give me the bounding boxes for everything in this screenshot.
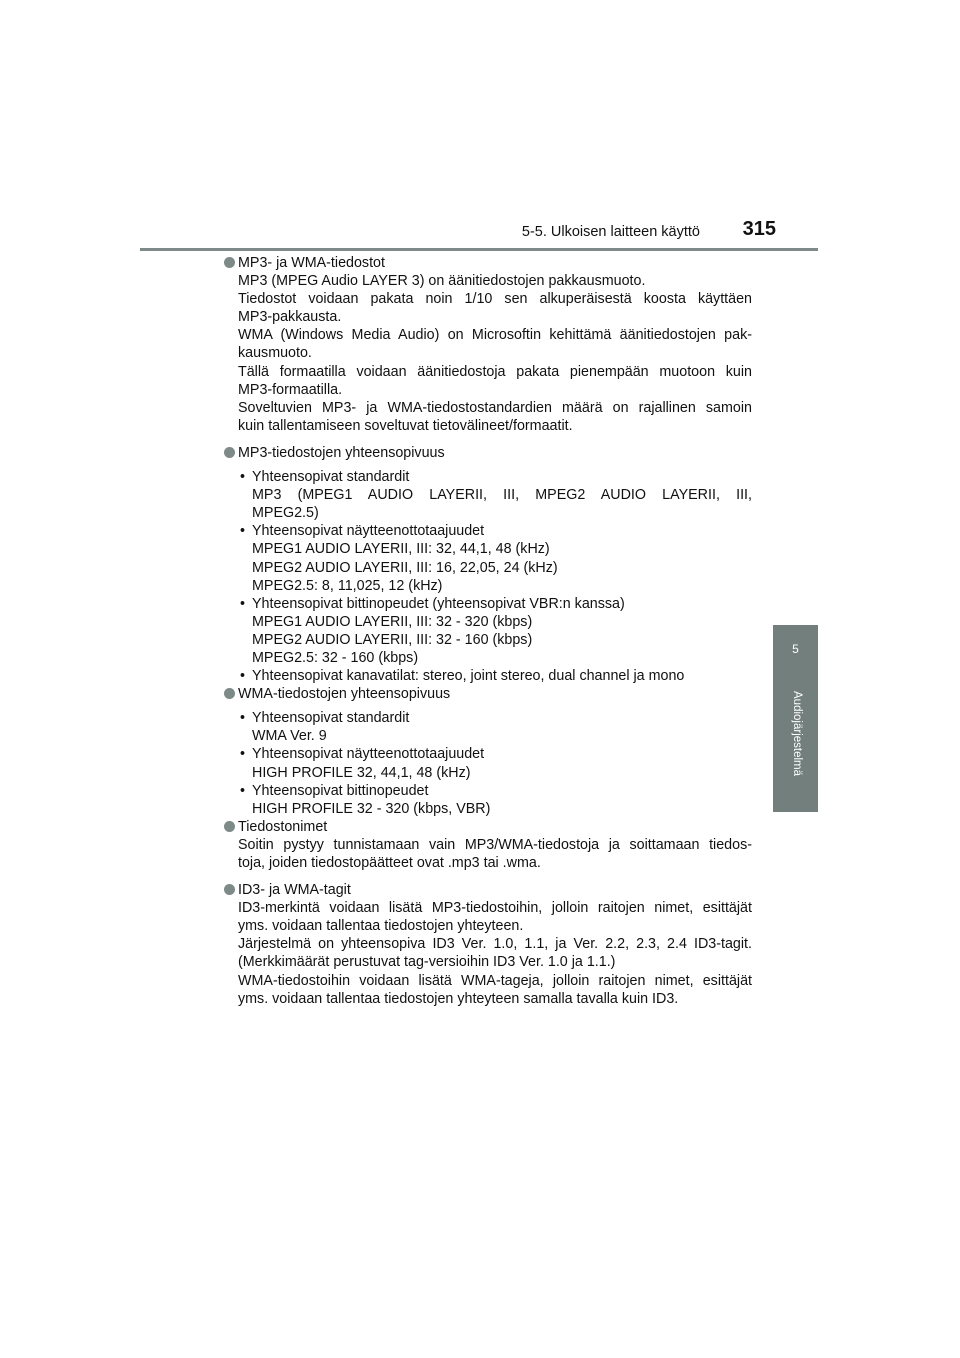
list-item-line: WMA Ver. 9 <box>252 728 327 745</box>
text-line: (Merkkimäärät perustuvat tag-versioihin ID3 Ver. 1.0 ja 1.1.) <box>238 954 616 971</box>
sub-bullet-icon: • <box>240 746 246 763</box>
section-title-id3: ID3- ja WMA-tagit <box>238 882 351 899</box>
text-line: Soveltuvien MP3- ja WMA-tiedostostandardien määrä on rajallinen samoin <box>238 399 752 416</box>
text-line: ID3-merkintä voidaan lisätä MP3-tiedostoihin, jolloin raitojen nimet, esittäjät <box>238 900 752 917</box>
text-line: yms. voidaan tallentaa tiedostojen yhteyteen samalla tavalla kuin ID3. <box>238 990 679 1007</box>
text-line: kuin tallentamiseen soveltuvat tietovälineet/formaatit. <box>238 417 573 434</box>
sub-bullet-icon: • <box>240 668 246 685</box>
bullet-dot-icon <box>224 688 235 699</box>
text-line: Soitin pystyy tunnistamaan vain MP3/WMA-tiedostoja ja soittamaan tiedos- <box>238 836 752 853</box>
bullet-dot-icon <box>224 821 235 832</box>
page-content <box>224 254 752 1008</box>
section-title-mp3-wma: MP3- ja WMA-tiedostot <box>238 255 385 271</box>
text-line: Järjestelmä on yhteensopiva ID3 Ver. 1.0, 1.1, ja Ver. 2.2, 2.3, 2.4 ID3-tagit. <box>238 936 752 953</box>
text-line: WMA (Windows Media Audio) on Microsoftin kehittämä äänitiedostojen pak- <box>238 327 752 344</box>
chapter-number: 5 <box>792 642 799 656</box>
list-item-title: Yhteensopivat näytteenottotaajuudet <box>252 523 485 540</box>
bullet-dot-icon <box>224 884 235 895</box>
list-item <box>224 595 752 667</box>
list-item <box>224 468 752 522</box>
section-title-mp3-compat: MP3-tiedostojen yhteensopivuus <box>238 444 445 461</box>
list-item-line: MPEG2.5: 32 - 160 (kbps) <box>252 649 419 666</box>
text-line: Tiedostot voidaan pakata noin 1/10 sen alkuperäisestä koosta käyttäen <box>238 291 752 308</box>
list-item-title: Yhteensopivat standardit <box>252 710 410 727</box>
list-item-line: MPEG2 AUDIO LAYERII, III: 32 - 160 (kbps) <box>252 631 533 648</box>
bullet-dot-icon <box>224 447 235 458</box>
list-item-line: MPEG1 AUDIO LAYERII, III: 32, 44,1, 48 (kHz) <box>252 541 550 558</box>
list-item <box>224 667 752 685</box>
list-item-line: HIGH PROFILE 32, 44,1, 48 (kHz) <box>252 764 471 781</box>
list-item <box>224 709 752 745</box>
page-number: 315 <box>742 218 776 240</box>
section-title: 5-5. Ulkoisen laitteen käyttö <box>521 224 700 240</box>
text-line: yms. voidaan tallentaa tiedostojen yhteyteen. <box>238 918 524 935</box>
text-line: Tällä formaatilla voidaan äänitiedostoja pakata pienempään muotoon kuin <box>238 363 752 380</box>
list-item-title: Yhteensopivat kanavatilat: stereo, joint stereo, dual channel ja mono <box>252 668 685 685</box>
list-item-line: MPEG2 AUDIO LAYERII, III: 16, 22,05, 24 (kHz) <box>252 559 558 576</box>
sub-bullet-icon: • <box>240 710 246 727</box>
sub-bullet-icon: • <box>240 523 246 540</box>
section-mp3-wma <box>224 254 752 435</box>
list-item <box>224 522 752 594</box>
sub-bullet-icon: • <box>240 469 246 486</box>
section-mp3-compat <box>224 444 752 462</box>
list-item-title: Yhteensopivat bittinopeudet <box>252 782 429 799</box>
list-item-line: MPEG2.5: 8, 11,025, 12 (kHz) <box>252 577 443 594</box>
list-item-title: Yhteensopivat näytteenottotaajuudet <box>252 746 485 763</box>
chapter-tab <box>773 625 818 812</box>
chapter-label: Audiojärjestelmä <box>791 691 803 777</box>
text-line: MP3 (MPEG Audio LAYER 3) on äänitiedostojen pakkausmuoto. <box>238 273 646 290</box>
section-filenames <box>224 818 752 872</box>
section-title-wma-compat: WMA-tiedostojen yhteensopivuus <box>238 686 451 703</box>
list-item-line: MPEG1 AUDIO LAYERII, III: 32 - 320 (kbps) <box>252 613 533 630</box>
text-line: toja, joiden tiedostopäätteet ovat .mp3 tai .wma. <box>238 855 541 871</box>
bullet-dot-icon <box>224 257 235 268</box>
section-id3 <box>224 881 752 1008</box>
list-item-title: Yhteensopivat bittinopeudet (yhteensopivat VBR:n kanssa) <box>252 595 625 612</box>
text-line: WMA-tiedostoihin voidaan lisätä WMA-tageja, jolloin raitojen nimet, esittäjät <box>238 972 752 989</box>
section-wma-compat <box>224 685 752 703</box>
sub-bullet-icon: • <box>240 782 246 799</box>
text-line: kausmuoto. <box>238 345 312 362</box>
list-item-line: MPEG2.5) <box>252 505 319 522</box>
sub-bullet-icon: • <box>240 595 246 612</box>
page-header <box>140 214 818 251</box>
list-item <box>224 745 752 781</box>
text-line: MP3-formaatilla. <box>238 381 343 398</box>
list-item <box>224 782 752 818</box>
list-item-line: HIGH PROFILE 32 - 320 (kbps, VBR) <box>252 800 491 817</box>
list-item-title: Yhteensopivat standardit <box>252 469 410 486</box>
list-item-line: MP3 (MPEG1 AUDIO LAYERII, III, MPEG2 AUDIO LAYERII, III, <box>252 487 752 504</box>
section-title-filenames: Tiedostonimet <box>238 818 328 835</box>
text-line: MP3-pakkausta. <box>238 309 342 326</box>
